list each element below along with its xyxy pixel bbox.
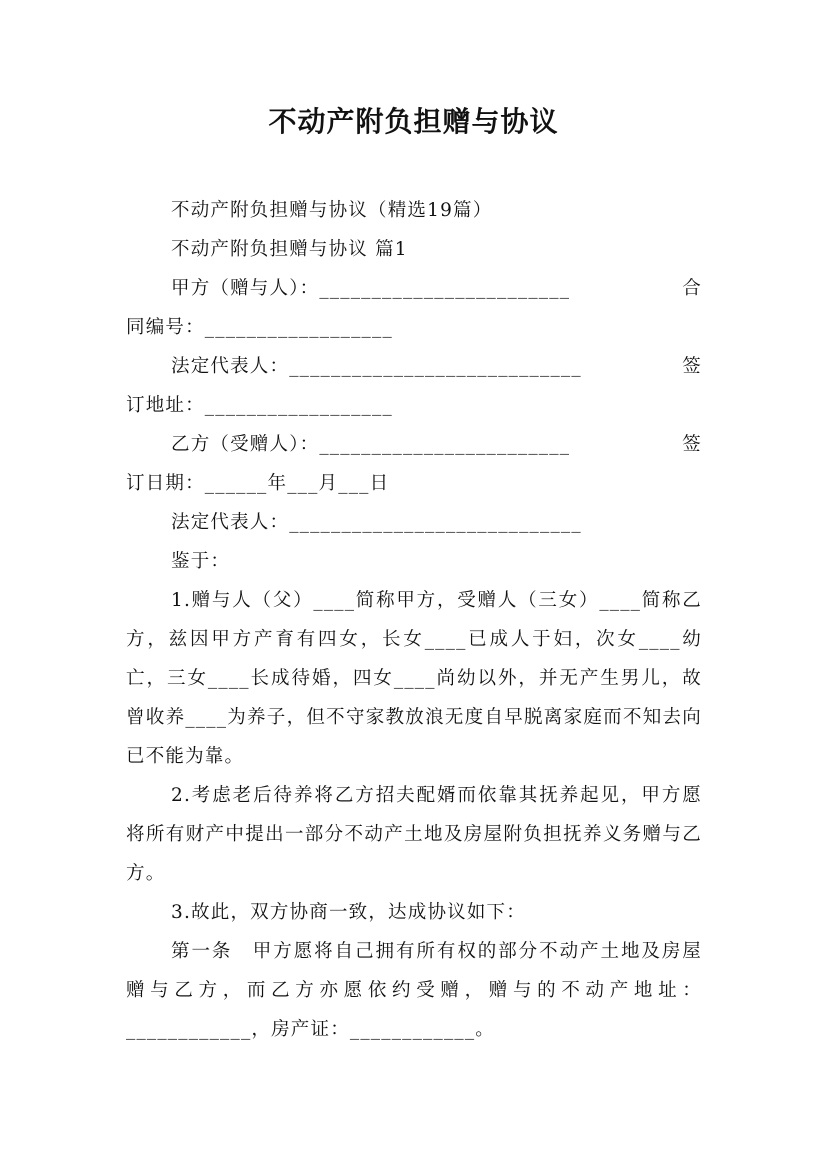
party-a-line: 甲方（赠与人）：________________________ bbox=[171, 278, 571, 299]
legal-rep-a-row bbox=[126, 347, 702, 386]
clause-3: 3.故此，双方协商一致，达成协议如下： bbox=[171, 902, 526, 923]
party-b-row bbox=[126, 425, 702, 464]
sign-date-line: 订日期：______年___月___日 bbox=[126, 473, 390, 494]
document-body bbox=[126, 191, 702, 1049]
document-title: 不动产附负担赠与协议 bbox=[268, 105, 559, 138]
legal-rep-b-line: 法定代表人：____________________________ bbox=[171, 512, 582, 533]
contract-no-prefix: 合 bbox=[682, 278, 702, 299]
sign-date-prefix: 签 bbox=[682, 434, 702, 455]
party-a-row bbox=[126, 269, 702, 308]
section-heading: 不动产附负担赠与协议 篇1 bbox=[171, 239, 408, 260]
subtitle-line: 不动产附负担赠与协议（精选19篇） bbox=[171, 200, 493, 221]
sign-place-line: 订地址：__________________ bbox=[126, 395, 393, 416]
party-b-line: 乙方（受赠人）：________________________ bbox=[171, 434, 571, 455]
clause-2: 2.考虑老后待养将乙方招夫配婿而依靠其抚养起见，甲方愿将所有财产中提出一部分不动产土地及房屋附负担抚养义务赠与乙方。 bbox=[126, 785, 702, 884]
legal-rep-a-line: 法定代表人：____________________________ bbox=[171, 356, 582, 377]
sign-place-prefix: 签 bbox=[682, 356, 702, 377]
whereas-label: 鉴于： bbox=[171, 551, 231, 572]
article-1: 第一条 甲方愿将自己拥有所有权的部分不动产土地及房屋赠与乙方，而乙方亦愿依约受赠，赠与的不动产地址：____________，房产证：____________。 bbox=[126, 941, 702, 1040]
contract-no-line: 同编号：__________________ bbox=[126, 317, 393, 338]
clause-1: 1.赠与人（父）____简称甲方，受赠人（三女）____简称乙方，兹因甲方产育有四女，长女____已成人于妇，次女____幼亡，三女____长成待婚，四女____尚幼以外，并无产生男儿，故曾收养____为养子，但不守家教放浪无度自早脱离家庭而不知去向已不能为靠。 bbox=[126, 590, 702, 767]
